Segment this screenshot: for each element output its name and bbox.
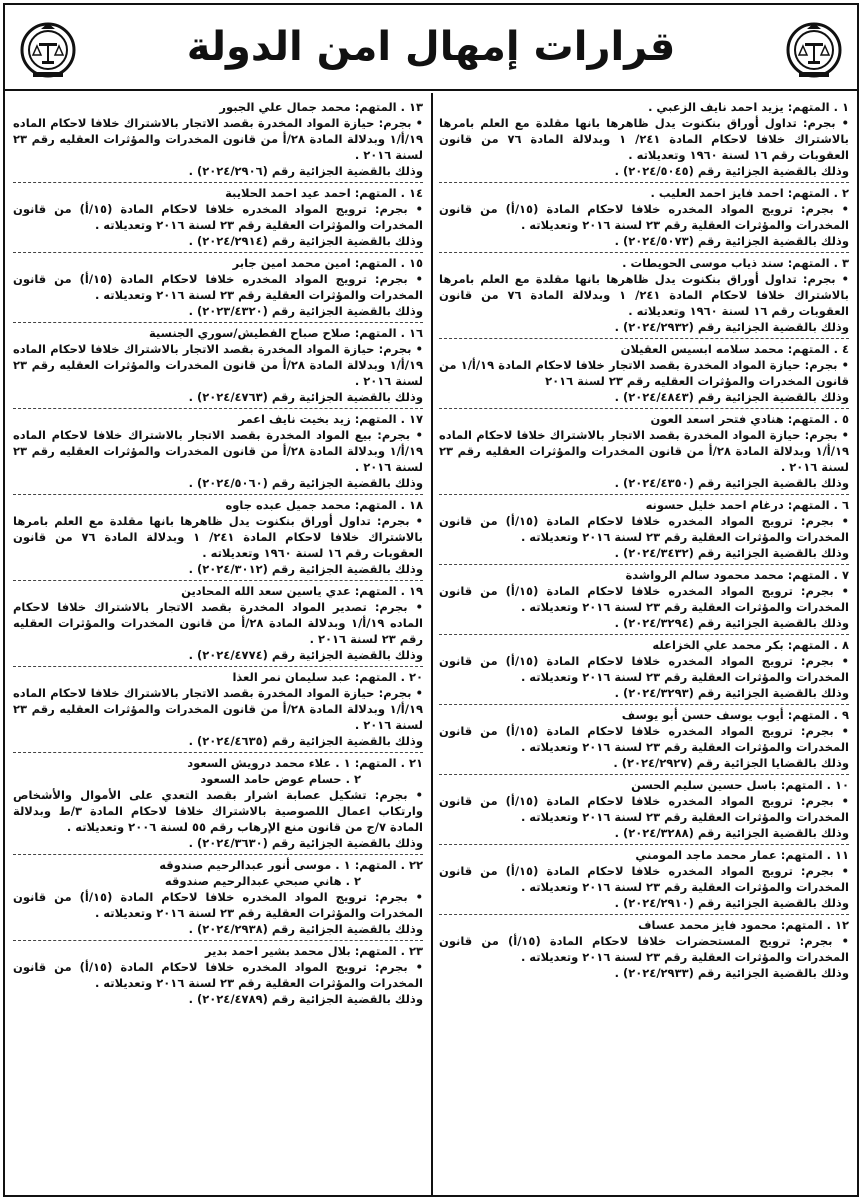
notice-entry <box>439 775 849 845</box>
notice-entry <box>439 565 849 635</box>
accused-name: ١٧ . المتهم: زيد بخيت نايف اعمر <box>238 412 423 426</box>
accused-name: ٨ . المتهم: بكر محمد علي الخزاعله <box>652 638 849 652</box>
accused-name: ١١ . المتهم: عمار محمد ماجد المومني <box>635 848 849 862</box>
case-number: وذلك بالقضية الجزائية رقم (٢٠٢٤/٢٩٣٢) . <box>614 320 849 334</box>
notice-entry <box>439 635 849 705</box>
accused-name: ٦ . المتهم: درغام احمد خليل حسونه <box>645 498 849 512</box>
case-number: وذلك بالقضايا الجزائية رقم (٢٠٢٤/٢٩٢٧) . <box>613 756 849 770</box>
notice-entry <box>439 409 849 495</box>
case-number: وذلك بالقضية الجزائية رقم (٢٠٢٤/٢٩٣٨) . <box>188 922 423 936</box>
charge-text: • بجرم: تصدير المواد المخدرة بقصد الاتجار بالاشتراك خلافا لاحكام الماده ١٩/أ/١ وبدلالة المادة ٢٨/أ من قانون المخدرات والمؤثرات العقليه رقم ٢٣ لسنة ٢٠١٦ . <box>13 600 423 646</box>
notice-entry <box>13 753 423 855</box>
accused-name: ١٦ . المتهم: صلاح صباح الفطيش/سوري الجنسية <box>148 326 423 340</box>
notice-entry <box>13 667 423 753</box>
accused-name: ١٥ . المتهم: امين محمد امين جابر <box>232 256 423 270</box>
notice-header <box>5 5 857 91</box>
notice-entry <box>13 941 423 1010</box>
accused-name: ١ . المتهم: يزيد احمد نايف الزعبي . <box>648 100 849 114</box>
accused-name: ٩ . المتهم: أيوب يوسف حسن أبو يوسف <box>621 708 849 722</box>
charge-text: • بجرم: ترويج المواد المخدره خلافا لاحكام المادة (١٥/أ) من قانون المخدرات والمؤثرات العقلية رقم ٢٣ لسنة ٢٠١٦ وتعديلاته . <box>439 864 849 894</box>
case-number: وذلك بالقضية الجزائية رقم (٢٠٢٤/٢٩٣٣) . <box>614 966 849 980</box>
notice-entry <box>439 495 849 565</box>
accused-name: ٣ . المتهم: سند ذياب موسى الحويطات . <box>622 256 849 270</box>
notice-entry <box>439 339 849 409</box>
case-number: وذلك بالقضية الجزائية رقم (٢٠٢٤/٣٦٣٠) . <box>188 836 423 850</box>
charge-text: • بجرم: حيازة المواد المخدرة بقصد الاتجار بالاشتراك خلافا لاحكام الماده ١٩/أ/١ وبدلالة المادة ٢٨/أ من قانون المخدرات والمؤثرات العقليه رقم ٢٣ لسنة ٢٠١٦ . <box>13 342 423 388</box>
notice-entry <box>439 97 849 183</box>
notice-entry <box>13 855 423 941</box>
case-number: وذلك بالقضية الجزائية رقم (٢٠٢٤/٤٣٥٠) . <box>614 476 849 490</box>
court-emblem-icon <box>785 19 843 81</box>
case-number: وذلك بالقضية الجزائية رقم (٢٠٢٤/٤٧٧٤) . <box>188 648 423 662</box>
case-number: وذلك بالقضية الجزائية رقم (٢٠٢٤/٣٢٨٨) . <box>614 826 849 840</box>
accused-name: ٢٢ . المتهم: ١ . موسى أنور عبدالرحيم صندوقه <box>159 858 423 872</box>
notice-entry <box>13 97 423 183</box>
charge-text: • بجرم: ترويج المواد المخدره خلافا لاحكام المادة (١٥/أ) من قانون المخدرات والمؤثرات العقلية رقم ٢٣ لسنة ٢٠١٦ وتعديلاته . <box>13 960 423 990</box>
charge-text: • بجرم: ترويج المستحضرات خلافا لاحكام المادة (١٥/أ) من قانون المخدرات والمؤثرات العقلية رقم ٢٣ لسنة ٢٠١٦ وتعديلاته . <box>439 934 849 964</box>
charge-text: • بجرم: تداول أوراق بنكنوت يدل ظاهرها بانها مقلدة مع العلم بامرها بالاشتراك خلافا لاحكام المادة ٢٤١/ ١ وبدلالة المادة ٧٦ من قانون العقوبات رقم ١٦ لسنة ١٩٦٠ وتعديلاته . <box>13 514 423 560</box>
accused-name: ٢٠ . المتهم: عبد سليمان نمر العذا <box>232 670 423 684</box>
case-number: وذلك بالقضية الجزائية رقم (٢٠٢٤/٤٦٣٥) . <box>188 734 423 748</box>
notice-frame <box>3 3 859 1197</box>
notice-entry <box>439 183 849 253</box>
notice-entry <box>13 581 423 667</box>
accused-name: ٤ . المتهم: محمد سلامه ابسيس العقيلان <box>620 342 849 356</box>
notice-entry <box>439 705 849 775</box>
notice-entry <box>439 915 849 984</box>
accused-name: ١٤ . المتهم: احمد عيد احمد الحلايبة <box>225 186 423 200</box>
case-number: وذلك بالقضية الجزائية رقم (٢٠٢٤/٥٠٦٠) . <box>188 476 423 490</box>
notice-entry <box>13 323 423 409</box>
case-number: وذلك بالقضية الجزائية رقم (٢٠٢٤/٤٧٦٣) . <box>188 390 423 404</box>
charge-text: • بجرم: تداول أوراق بنكنوت يدل ظاهرها بانها مقلدة مع العلم بامرها بالاشتراك خلافا لاحكام المادة ٢٤١/ ١ وبدلالة المادة ٧٦ من قانون العقوبات رقم ١٦ لسنة ١٩٦٠ وتعديلاته . <box>439 272 849 318</box>
left-column <box>5 93 431 1195</box>
notice-entry <box>13 253 423 323</box>
case-number: وذلك بالقضية الجزائية رقم (٢٠٢٤/٣٤٣٢) . <box>614 546 849 560</box>
notice-columns <box>5 93 857 1195</box>
case-number: وذلك بالقضية الجزائية رقم (٢٠٢٤/٥٠٤٥) . <box>614 164 849 178</box>
case-number: وذلك بالقضية الجزائية رقم (٢٠٢٤/٢٩٠٦) . <box>188 164 423 178</box>
case-number: وذلك بالقضية الجزائية رقم (٢٠٢٤/٣٢٩٤) . <box>614 616 849 630</box>
notice-entry <box>13 183 423 253</box>
case-number: وذلك بالقضية الجزائية رقم (٢٠٢٤/٣٠١٢) . <box>188 562 423 576</box>
accused-name: ١٣ . المتهم: محمد جمال علي الجبور <box>219 100 423 114</box>
case-number: وذلك بالقضية الجزائية رقم (٢٠٢٤/٢٩١٤) . <box>188 234 423 248</box>
notice-entry <box>439 253 849 339</box>
charge-text: • بجرم: ترويج المواد المخدره خلافا لاحكام المادة (١٥/أ) من قانون المخدرات والمؤثرات العقلية رقم ٢٣ لسنة ٢٠١٦ وتعديلاته . <box>439 514 849 544</box>
charge-text: • بجرم: ترويج المواد المخدره خلافا لاحكام المادة (١٥/أ) من قانون المخدرات والمؤثرات العقلية رقم ٢٣ لسنة ٢٠١٦ وتعديلاته . <box>439 794 849 824</box>
charge-text: • بجرم: حيازة المواد المخدرة بقصد الاتجار خلافا لاحكام المادة ١٩/أ/١ من قانون المخدرات والمؤثرات العقليه رقم ٢٣ لسنة ٢٠١٦ <box>439 358 849 388</box>
charge-text: • بجرم: تشكيل عصابة اشرار بقصد التعدي على الأموال والأشخاص وارتكاب اعمال اللصوصية بالاشتراك خلافا لاحكام المادة ٣/ط وبدلالة المادة ٧/ج من قانون منع الإرهاب رقم ٥٥ لسنة ٢٠٠٦ وتعديلاته . <box>13 788 423 834</box>
charge-text: • بجرم: حيازة المواد المخدرة بقصد الاتجار بالاشتراك خلافا لاحكام الماده ١٩/أ/١ وبدلالة المادة ٢٨/أ من قانون المخدرات والمؤثرات العقليه رقم ٢٣ لسنة ٢٠١٦ . <box>439 428 849 474</box>
accused-name: ٢١ . المتهم: ١ . علاء محمد درويش السعود <box>187 756 423 770</box>
charge-text: • بجرم: ترويج المواد المخدره خلافا لاحكام المادة (١٥/أ) من قانون المخدرات والمؤثرات العقلية رقم ٢٣ لسنة ٢٠١٦ وتعديلاته . <box>13 272 423 302</box>
accused-name: ٥ . المتهم: هنادي فتحر اسعد العون <box>650 412 849 426</box>
accused-name: ٧ . المتهم: محمد محمود سالم الرواشدة <box>625 568 849 582</box>
right-column <box>431 93 857 1195</box>
charge-text: • بجرم: ترويج المواد المخدره خلافا لاحكام المادة (١٥/أ) من قانون المخدرات والمؤثرات العقلية رقم ٢٣ لسنة ٢٠١٦ وتعديلاته . <box>439 202 849 232</box>
accused-name: ١٠ . المتهم: باسل حسين سليم الحسن <box>631 778 849 792</box>
page-title: قرارات إمهال امن الدولة <box>186 24 676 70</box>
charge-text: • بجرم: ترويج المواد المخدره خلافا لاحكام المادة (١٥/أ) من قانون المخدرات والمؤثرات العقلية رقم ٢٣ لسنة ٢٠١٦ وتعديلاته . <box>439 724 849 754</box>
notice-entry <box>439 845 849 915</box>
case-number: وذلك بالقضية الجزائية رقم (٢٠٢٤/٤٧٨٩) . <box>188 992 423 1006</box>
accused-name: ٢ . المتهم: احمد فايز احمد العليب . <box>650 186 849 200</box>
charge-text: • بجرم: ترويج المواد المخدره خلافا لاحكام المادة (١٥/أ) من قانون المخدرات والمؤثرات العقلية رقم ٢٣ لسنة ٢٠١٦ وتعديلاته . <box>13 202 423 232</box>
accused-name: ١٨ . المتهم: محمد جميل عبده جاوه <box>225 498 423 512</box>
case-number: وذلك بالقضية الجزائية رقم (٢٠٢٤/٢٩١٠) . <box>614 896 849 910</box>
notice-entry <box>13 409 423 495</box>
co-accused-name: ٢ . هاني صبحي عبدالرحيم صندوقه <box>164 874 361 888</box>
accused-name: ١٢ . المتهم: محمود فايز محمد عساف <box>638 918 849 932</box>
case-number: وذلك بالقضية الجزائية رقم (٢٠٢٣/٤٣٢٠) . <box>188 304 423 318</box>
charge-text: • بجرم: ترويج المواد المخدره خلافا لاحكام المادة (١٥/أ) من قانون المخدرات والمؤثرات العقلية رقم ٢٣ لسنة ٢٠١٦ وتعديلاته . <box>439 654 849 684</box>
case-number: وذلك بالقضية الجزائية رقم (٢٠٢٤/٤٨٤٣) . <box>614 390 849 404</box>
case-number: وذلك بالقضية الجزائية رقم (٢٠٢٤/٣٢٩٣) . <box>614 686 849 700</box>
charge-text: • بجرم: بيع المواد المخدرة بقصد الاتجار بالاشتراك خلافا لاحكام الماده ١٩/أ/١ وبدلالة المادة ٢٨/أ من قانون المخدرات والمؤثرات العقليه رقم ٢٣ لسنة ٢٠١٦ . <box>13 428 423 474</box>
charge-text: • بجرم: تداول أوراق بنكنوت يدل ظاهرها بانها مقلدة مع العلم بامرها بالاشتراك خلافا لاحكام المادة ٢٤١/ ١ وبدلالة المادة ٧٦ من قانون العقوبات رقم ١٦ لسنة ١٩٦٠ وتعديلاته . <box>439 116 849 162</box>
charge-text: • بجرم: حيازة المواد المخدرة بقصد الاتجار بالاشتراك خلافا لاحكام الماده ١٩/أ/١ وبدلالة المادة ٢٨/أ من قانون المخدرات والمؤثرات العقليه رقم ٢٣ لسنة ٢٠١٦ . <box>13 116 423 162</box>
notice-entry <box>13 495 423 581</box>
accused-name: ١٩ . المتهم: عدي ياسين سعد الله المحادين <box>181 584 423 598</box>
charge-text: • بجرم: ترويج المواد المخدره خلافا لاحكام المادة (١٥/أ) من قانون المخدرات والمؤثرات العقلية رقم ٢٣ لسنة ٢٠١٦ وتعديلاته . <box>13 890 423 920</box>
case-number: وذلك بالقضية الجزائية رقم (٢٠٢٤/٥٠٧٣) . <box>614 234 849 248</box>
charge-text: • بجرم: ترويج المواد المخدره خلافا لاحكام المادة (١٥/أ) من قانون المخدرات والمؤثرات العقلية رقم ٢٣ لسنة ٢٠١٦ وتعديلاته . <box>439 584 849 614</box>
charge-text: • بجرم: حيازة المواد المخدرة بقصد الاتجار بالاشتراك خلافا لاحكام الماده ١٩/أ/١ وبدلالة المادة ٢٨/أ من قانون المخدرات والمؤثرات العقليه رقم ٢٣ لسنة ٢٠١٦ . <box>13 686 423 732</box>
accused-name: ٢٣ . المتهم: بلال محمد بشير احمد بدير <box>205 944 423 958</box>
court-emblem-icon <box>19 19 77 81</box>
co-accused-name: ٢ . حسام عوض حامد السعود <box>200 772 361 786</box>
